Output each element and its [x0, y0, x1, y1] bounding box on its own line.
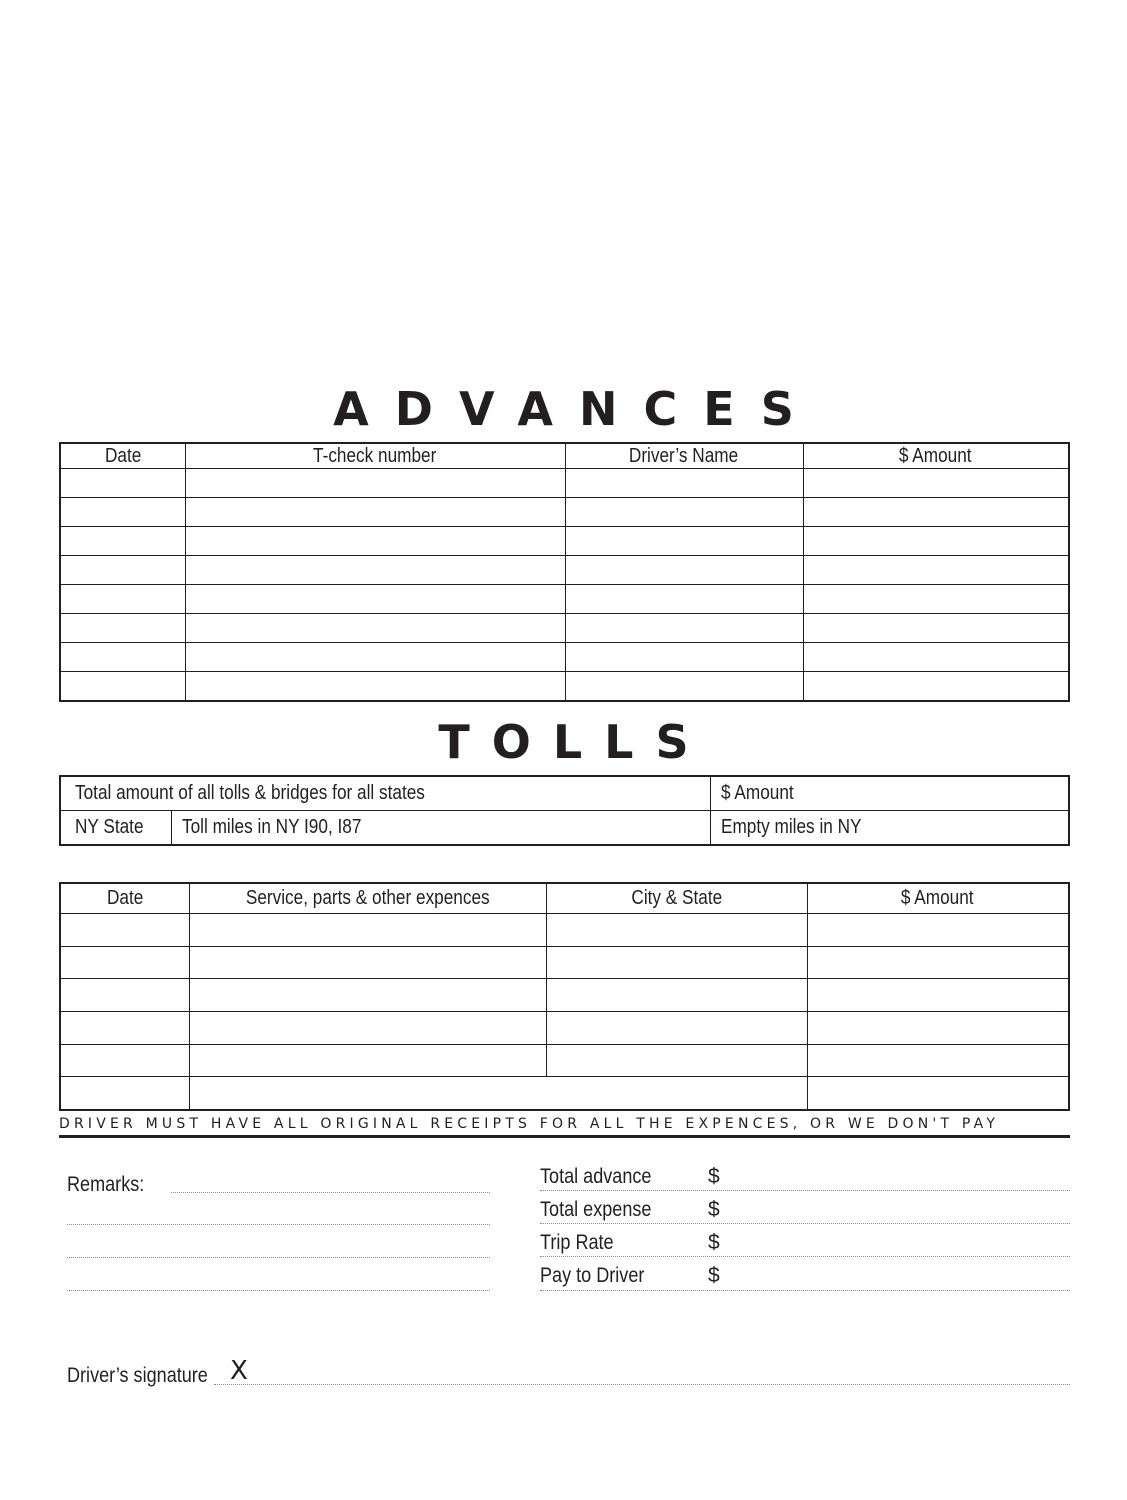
notice-divider [59, 1135, 1070, 1138]
advances-title: ADVANCES [333, 382, 820, 436]
date-cell[interactable] [60, 556, 185, 585]
tcheck-cell[interactable] [185, 498, 565, 527]
table-row [60, 527, 1069, 556]
remarks-line-1[interactable] [171, 1192, 490, 1193]
driver-name-cell[interactable] [565, 643, 803, 672]
total-advance-label: Total advance [540, 1165, 652, 1188]
total-advance-field[interactable] [540, 1190, 1070, 1191]
advances-table [59, 442, 1070, 702]
signature-x-mark: X [230, 1356, 248, 1386]
table-row [60, 1044, 1069, 1077]
trip-rate-currency: $ [708, 1231, 720, 1254]
date-cell[interactable] [60, 498, 185, 527]
tolls-ny-row [60, 811, 1069, 846]
service-cell[interactable] [189, 1011, 546, 1044]
trip-rate-label: Trip Rate [540, 1231, 614, 1254]
service-cell[interactable] [189, 914, 546, 947]
date-cell[interactable] [60, 979, 189, 1012]
service-cell[interactable] [189, 979, 546, 1012]
signature-field[interactable] [214, 1384, 1070, 1385]
amount-cell[interactable] [807, 1077, 1069, 1110]
table-row [60, 585, 1069, 614]
column-header-amount: $ Amount [803, 443, 1069, 469]
column-header-date: Date [60, 443, 185, 469]
date-cell[interactable] [60, 1044, 189, 1077]
tcheck-cell[interactable] [185, 585, 565, 614]
ny-toll-miles-cell[interactable]: Toll miles in NY I90, I87 [171, 811, 710, 846]
amount-cell[interactable] [807, 946, 1069, 979]
tolls-total-row [60, 776, 1069, 811]
amount-cell[interactable] [807, 1011, 1069, 1044]
amount-cell[interactable] [803, 469, 1069, 498]
amount-cell[interactable] [803, 556, 1069, 585]
table-row [60, 469, 1069, 498]
column-header-city-state: City & State [546, 883, 807, 914]
remarks-line-4[interactable] [67, 1290, 490, 1291]
amount-cell[interactable] [803, 498, 1069, 527]
amount-cell[interactable] [803, 527, 1069, 556]
table-header-row [60, 443, 1069, 469]
amount-cell[interactable] [803, 643, 1069, 672]
city-state-cell[interactable] [546, 946, 807, 979]
column-header-amount: $ Amount [807, 883, 1069, 914]
tcheck-cell[interactable] [185, 556, 565, 585]
tcheck-cell[interactable] [185, 614, 565, 643]
date-cell[interactable] [60, 614, 185, 643]
date-cell[interactable] [60, 914, 189, 947]
expenses-table [59, 882, 1070, 1111]
column-header-service: Service, parts & other expences [189, 883, 546, 914]
tcheck-cell[interactable] [185, 643, 565, 672]
driver-name-cell[interactable] [565, 556, 803, 585]
date-cell[interactable] [60, 643, 185, 672]
tolls-table [59, 775, 1070, 846]
date-cell[interactable] [60, 1011, 189, 1044]
service-cell[interactable] [189, 1044, 546, 1077]
date-cell[interactable] [60, 1077, 189, 1110]
pay-to-driver-label: Pay to Driver [540, 1264, 645, 1287]
date-cell[interactable] [60, 672, 185, 702]
table-row [60, 914, 1069, 947]
table-header-row [60, 883, 1069, 914]
table-row [60, 498, 1069, 527]
table-row [60, 556, 1069, 585]
total-expense-field[interactable] [540, 1223, 1070, 1224]
service-cell[interactable] [189, 946, 546, 979]
trip-rate-field[interactable] [540, 1256, 1070, 1257]
amount-cell[interactable] [803, 585, 1069, 614]
table-row [60, 1011, 1069, 1044]
amount-cell[interactable] [807, 1044, 1069, 1077]
column-header-date: Date [60, 883, 189, 914]
city-state-cell[interactable] [546, 914, 807, 947]
ny-empty-miles-cell[interactable]: Empty miles in NY [710, 811, 1069, 846]
column-header-tcheck-number: T-check number [185, 443, 565, 469]
total-expense-label: Total expense [540, 1198, 652, 1221]
pay-to-driver-field[interactable] [540, 1290, 1070, 1291]
table-row [60, 1077, 1069, 1110]
service-merged-cell[interactable] [189, 1077, 807, 1110]
city-state-cell[interactable] [546, 979, 807, 1012]
tolls-title: TOLLS [438, 715, 711, 769]
table-row [60, 979, 1069, 1012]
city-state-cell[interactable] [546, 1044, 807, 1077]
driver-name-cell[interactable] [565, 672, 803, 702]
date-cell[interactable] [60, 527, 185, 556]
total-advance-currency: $ [708, 1165, 720, 1188]
amount-cell[interactable] [807, 979, 1069, 1012]
date-cell[interactable] [60, 469, 185, 498]
date-cell[interactable] [60, 946, 189, 979]
driver-name-cell[interactable] [565, 527, 803, 556]
driver-name-cell[interactable] [565, 469, 803, 498]
total-expense-currency: $ [708, 1198, 720, 1221]
remarks-label: Remarks: [67, 1173, 145, 1196]
tcheck-cell[interactable] [185, 527, 565, 556]
remarks-line-2[interactable] [67, 1224, 490, 1225]
table-row [60, 643, 1069, 672]
driver-name-cell[interactable] [565, 585, 803, 614]
driver-name-cell[interactable] [565, 498, 803, 527]
city-state-cell[interactable] [546, 1011, 807, 1044]
amount-cell[interactable] [803, 672, 1069, 702]
tolls-total-amount-cell[interactable]: $ Amount [710, 776, 1069, 811]
receipts-notice: DRIVER MUST HAVE ALL ORIGINAL RECEIPTS FOR ALL THE EXPENCES, OR WE DON'T PAY [59, 1116, 1000, 1132]
tcheck-cell[interactable] [185, 672, 565, 702]
signature-label: Driver’s signature [67, 1364, 208, 1387]
column-header-drivers-name: Driver’s Name [565, 443, 803, 469]
table-row [60, 614, 1069, 643]
amount-cell[interactable] [807, 914, 1069, 947]
remarks-line-3[interactable] [67, 1257, 490, 1258]
pay-to-driver-currency: $ [708, 1264, 720, 1287]
driver-name-cell[interactable] [565, 614, 803, 643]
ny-state-cell: NY State [60, 811, 171, 846]
amount-cell[interactable] [803, 614, 1069, 643]
tolls-total-label-cell[interactable]: Total amount of all tolls & bridges for all states [60, 776, 710, 811]
tcheck-cell[interactable] [185, 469, 565, 498]
table-row [60, 672, 1069, 702]
date-cell[interactable] [60, 585, 185, 614]
table-row [60, 946, 1069, 979]
